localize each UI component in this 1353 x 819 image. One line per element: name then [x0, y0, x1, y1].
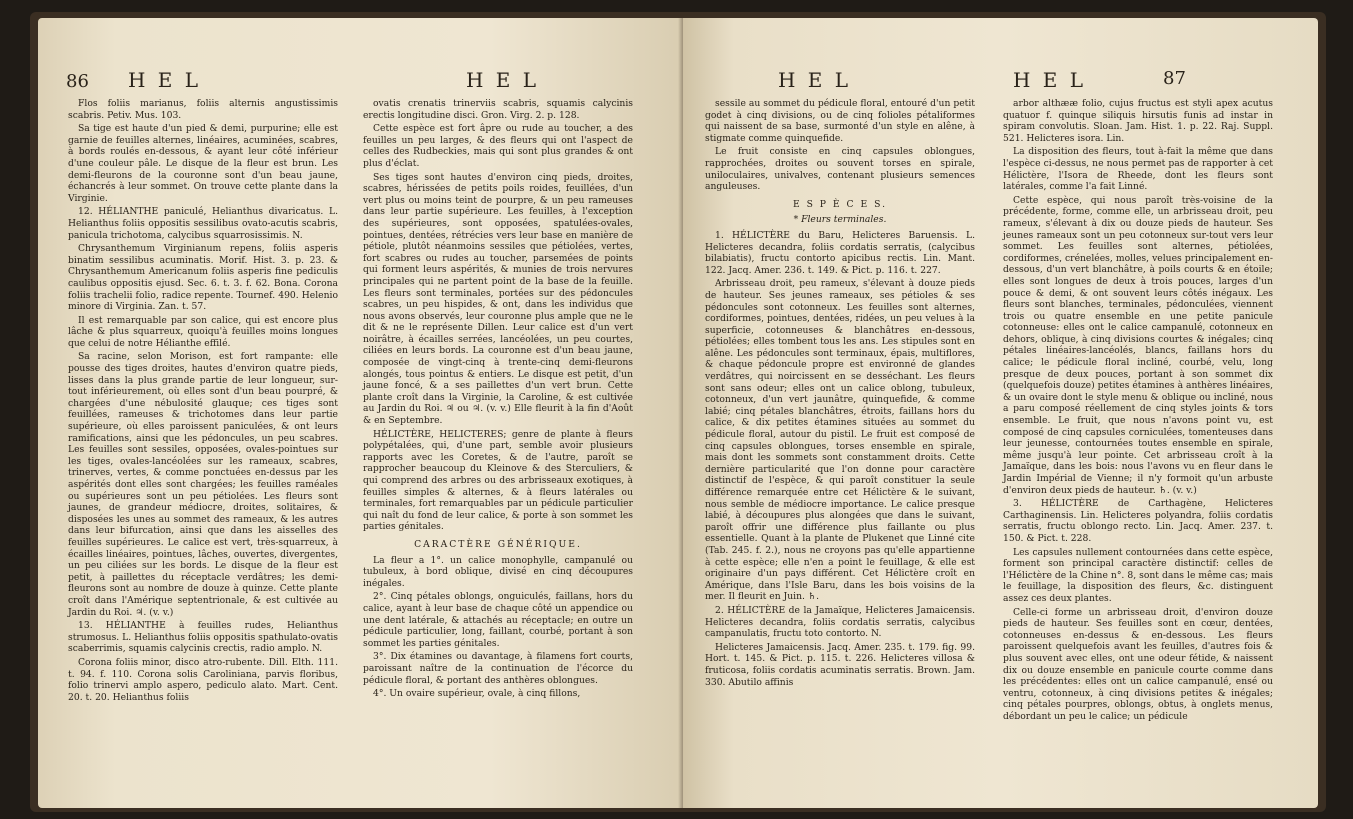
paragraph: sessile au sommet du pédicule floral, entouré d'un petit godet à cinq divisions, ou de cinq folioles pétaliformes qui naissent de sa base, surmonté d'un style en alêne, à stigmate comme quinquefide. [705, 98, 975, 144]
paragraph: Les capsules nullement contournées dans cette espèce, forment son principal caractère distinctif: celles de l'Hélictère de la Chine n°. 8, sont dans le même cas; mais le feuillage, la disposition des fleurs, &c. distinguent assez ces deux plantes. [1003, 546, 1273, 604]
right-column-1 [705, 98, 975, 690]
right-page [683, 18, 1318, 808]
paragraph: Le fruit consiste en cinq capsules oblongues, rapprochées, droites ou souvent torses en spirale, uniloculaires, univalves, contenant plusieurs semences anguleuses. [705, 146, 975, 193]
paragraph: Sa racine, selon Morison, est fort rampante: elle pousse des tiges droites, hautes d'environ quatre pieds, lisses dans la plus grande partie de leur longueur, sur-tout inférieurement, où elles sont d'un beau pourpré, & chargées d'une nébulosité glauque; ces tiges sont feuillées, rameuses & trichotomes dans leur partie supérieure, où elles paroissent paniculées, & ont leurs ramifications, ainsi que les pédoncules, un peu scabres. Les feuilles sont sessiles, opposées, ovales-pointues sur les tiges, ovales-lancéolées sur les rameaux, scabres, trinerves, vertes, & comme ponctuées en-dessus par les aspérités dont elles sont chargées; les feuilles raméales ou supérieures sont un peu pétiolées. Les fleurs sont jaunes, de grandeur médiocre, droites, solitaires, & disposées les unes au sommet des rameaux, & les autres dans leur bifurcation, ainsi que dans les aisselles des feuilles supérieures. Le calice est vert, très-squarreux, à écailles linéaires, pointues, lâches, ouvertes, divergentes, un peu ciliées sur les bords. Le disque de la fleur est petit, à paillettes du réceptacle verdâtres; les demi-fleurons sont au nombre de douze à quinze. Cette plante croît dans l'Amérique septentrionale, & est cultivée au Jardin du Roi. ♃. (v. v.) [68, 351, 338, 618]
paragraph: Flos foliis marianus, foliis alternis angustissimis scabris. Petiv. Mus. 103. [68, 98, 338, 121]
paragraph: Cette espèce est fort âpre ou rude au toucher, a des feuilles un peu larges, & des fleurs qui ont l'aspect de celles des Rudbeckies, mais qui sont plus grandes & ont plus d'éclat. [363, 123, 633, 169]
right-column-2 [1003, 98, 1273, 724]
paragraph: HÉLICTÈRE, HELICTERES; genre de plante à fleurs polypétalées, qui, d'une part, semble avoir plusieurs rapports avec les Coretes, & de l'autre, paroît se rapprocher beaucoup du Kleinove & des Sterculiers, & qui comprend des arbres ou des arbrisseaux exotiques, à feuilles simples & alternes, & à fleurs latérales ou terminales, fort remarquables par un pédicule particulier qui naît du fond de leur calice, & porte à son sommet les parties génitales. [363, 428, 633, 533]
left-running-head-2: H E L [466, 68, 540, 92]
paragraph: CARACTÈRE GÉNÉRIQUE. [414, 538, 582, 550]
left-header [66, 68, 666, 94]
left-column-1 [68, 98, 338, 705]
book [30, 12, 1326, 812]
paragraph: 2. HÉLICTÈRE de la Jamaïque, Helicteres Jamaicensis. Helicteres decandra, foliis cordatis serratis, calycibus campanulatis, fructu toto contorto. N. [705, 604, 975, 640]
paragraph: Il est remarquable par son calice, qui est encore plus lâche & plus squarreux, quoiqu'à feuilles moins longues que celui de notre Hélianthe effilé. [68, 314, 338, 349]
left-running-head-1: H E L [128, 68, 202, 92]
paragraph: 13. HÉLIANTHE à feuilles rudes, Helianthus strumosus. L. Helianthus foliis oppositis spathulato-ovatis scaberrimis, squamis calycinis crectis, radio amplo. N. [68, 620, 338, 655]
right-running-head-1: H E L [778, 68, 852, 92]
paragraph: La disposition des fleurs, tout à-fait la même que dans l'espèce ci-dessus, ne nous permet pas de rapporter à cet Hélictère, l'Isora de Rheede, dont les fleurs sont latérales, comme l'a fait Linné. [1003, 146, 1273, 193]
page-number-right: 87 [1163, 68, 1186, 89]
right-running-head-2: H E L [1013, 68, 1087, 92]
paragraph: Celle-ci forme un arbrisseau droit, d'environ douze pieds de hauteur. Ses feuilles sont en cœur, dentées, cotonneuses en-dessus & en-dessous. Les fleurs paroissent quelquefois avant les feuilles, d'autres fois & plus souvent avec elles, ont une odeur fétide, & naissent dix ou douze ensemble en panicule courte comme dans les précédentes: elles ont un calice campanulé, ensé ou ventru, cotonneux, à cinq divisions petites & inégales; cinq pétales pourpres, oblongs, obtus, à onglets menus, débordant un peu le calice; un pédicule [1003, 606, 1273, 722]
paragraph: Helicteres Jamaicensis. Jacq. Amer. 235. t. 179. fig. 99. Hort. t. 145. & Pict. p. 115. t. 226. Helicteres villosa & fruticosa, foliis cordatis acuminatis serratis. Brown. Jam. 330. Abutilo affinis [705, 641, 975, 688]
paragraph: 12. HÉLIANTHE paniculé, Helianthus divaricatus. L. Helianthus foliis oppositis sessilibus ovato-acutis scabris, panicula trichotoma, calycibus squarrosissimis. N. [68, 206, 338, 241]
left-column-2 [363, 98, 633, 702]
paragraph: Sa tige est haute d'un pied & demi, purpurine; elle est garnie de feuilles alternes, linéaires, acuminées, scabres, à bords roulés en-dessous, & ayant leur côté inférieur d'une couleur pâle. Le disque de la fleur est brun. Les demi-fleurons de la couronne sont d'un beau jaune, échancrés à leur sommet. On trouve cette plante dans la Virginie. [68, 123, 338, 204]
right-header [778, 68, 1298, 94]
paragraph: ovatis crenatis trinerviis scabris, squamis calycinis erectis longitudine disci. Gron. Virg. 2. p. 128. [363, 98, 633, 121]
paragraph: Cette espèce, qui nous paroît très-voisine de la précédente, forme, comme elle, un arbrisseau droit, peu rameux, s'élevant à dix ou douze pieds de hauteur. Ses jeunes rameaux sont un peu cotonneux sur-tout vers leur sommet. Les feuilles sont alternes, pétiolées, cordiformes, crénelées, molles, velues principalement en-dessous, d'un vert blanchâtre, à poils courts & en étoile; elles sont longues de deux à trois pouces, larges d'un pouce & demi, & ont souvent leurs côtés inégaux. Les fleurs sont blanches, terminales, pédonculées, viennent trois ou quatre ensemble en une petite panicule cotonneuse: elles ont le calice campanulé, cotonneux en dehors, oblique, à cinq divisions courtes & inégales; cinq pétales linéaires-lancéolés, blancs, faillans hors du calice; le pédicule floral incliné, courbé, velu, long presque de deux pouces, portant à son sommet dix (quelquefois douze) petites étamines à anthères linéaires, & un ovaire dont le style menu & oblique ou incliné, nous a paru composé réellement de cinq styles joints & tors ensemble. Le fruit, que nous n'avons point vu, est composé de cinq capsules corniculées, tomenteuses dans leur jeunesse, contournées toutes ensemble en spirale, même jusqu'à leur pointe. Cet arbrisseau croît à la Jamaïque, dans les bois: nous l'avons vu en fleur dans le Jardin Impérial de Vienne; il n'y formoit qu'un arbuste d'environ deux pieds de hauteur. ♄. (v. v.) [1003, 194, 1273, 496]
paragraph: Corona foliis minor, disco atro-rubente. Dill. Elth. 111. t. 94. f. 110. Corona solis Caroliniana, parvis floribus, folio trinervi amplo aspero, pediculo alato. Mart. Cent. 20. t. 20. Helianthus foliis [68, 656, 338, 703]
paragraph: Ses tiges sont hautes d'environ cinq pieds, droites, scabres, hérissées de petits poils roides, feuillées, d'un vert plus ou moins teint de pourpre, & un peu rameuses dans leur partie supérieure. Les feuilles, à l'exception des supérieures, sont opposées, spatulées-ovales, pointues, dentées, rétrécies vers leur base en manière de pétiole, plutôt néanmoins sessiles que pétiolées, vertes, fort scabres ou rudes au toucher, parsemées de points qui forment leurs aspérités, & munies de trois nervures principales qui ne partent point de la base de la feuille. Les fleurs sont terminales, portées sur des pédoncules scabres, un peu hispides, & ont, dans les individus que nous avons observés, leur couronne plus ample que ne le dit & ne le représente Dillen. Leur calice est d'un vert noirâtre, à écailles serrées, lancéolées, un peu courtes, ciliées en leurs bords. La couronne est d'un beau jaune, composée de vingt-cinq à trente-cinq demi-fleurons alongés, tous pointus & entiers. Le disque est petit, d'un jaune foncé, & a ses paillettes d'un vert brun. Cette plante croît dans la Virginie, la Caroline, & est cultivée au Jardin du Roi. ♃ ou ♃. (v. v.) Elle fleurit à la fin d'Août & en Septembre. [363, 171, 633, 427]
paragraph: 3°. Dix étamines ou davantage, à filamens fort courts, paroissant naître de la continuation de l'écorce du pédicule floral, & portant des anthères oblongues. [363, 651, 633, 686]
paragraph: arbor althææ folio, cujus fructus est styli apex acutus quatuor f. quinque siliquis hirsutis funis ad instar in spiram convolutis. Sloan. Jam. Hist. 1. p. 22. Raj. Suppl. 521. Helicteres isora. Lin. [1003, 98, 1273, 144]
page-number-left: 86 [66, 71, 89, 92]
paragraph: 3. HÉLICTÈRE de Carthagène, Helicteres Carthaginensis. Lin. Helicteres polyandra, foliis cordatis serratis, fructu oblongo recto. Lin. Jacq. Amer. 237. t. 150. & Pict. t. 228. [1003, 498, 1273, 544]
paragraph: 4°. Un ovaire supérieur, ovale, à cinq fillons, [373, 688, 581, 700]
paragraph: La fleur a 1°. un calice monophylle, campanulé ou tubuleux, à bord oblique, divisé en cinq découpures inégales. [363, 554, 633, 589]
left-page [38, 18, 683, 808]
paragraph: 1. HÉLICTÈRE du Baru, Helicteres Baruensis. L. Helicteres decandra, foliis cordatis serratis, (calycibus bilabiatis), fructu contorto apicibus rectis. Lin. Mant. 122. Jacq. Amer. 236. t. 149. & Pict. p. 116. t. 227. [705, 229, 975, 276]
paragraph: * Fleurs terminales. [793, 214, 887, 226]
paragraph: Arbrisseau droit, peu rameux, s'élevant à douze pieds de hauteur. Ses jeunes rameaux, ses pétioles & ses pédoncules sont cotonneux. Les feuilles sont alternes, cordiformes, pointues, dentées, ridées, un peu velues à la superficie, cotonneuses & blanchâtres en-dessous, pétiolées; elles tombent tous les ans. Les stipules sont en alêne. Les pédoncules sont terminaux, épais, multiflores, & chaque pédoncule propre est environné de glandes verdâtres, qui noircissent en se desséchant. Les fleurs sont sans odeur; elles ont un calice oblong, tubuleux, cotonneux, d'un vert jaunâtre, quinquefide, & comme labié; cinq pétales blanchâtres, étroits, faillans hors du calice, & dix petites étamines situées au sommet du pédicule floral, autour du pistil. Le fruit est composé de cinq capsules oblongues, torses ensemble en spirale, mais dont les sommets sont constamment droits. Cette dernière particularité que l'on donne pour caractère distinctif de l'espèce, & qui paroît constituer la seule différence remarquée entre cet Hélictère & le suivant, nous semble de médiocre importance. Le calice presque labié, à découpures plus alongées que dans le suivant, paroît offrir une différence plus faillante ou plus essentielle. Quant à la plante de Plukenet que Linné cite (Tab. 245. f. 2.), nous ne croyons pas qu'elle appartienne à cette espèce; elle n'en a point le feuillage, & elle est originaire d'un pays différent. Cet Hélictère croît en Amérique, dans l'Isle Baru, dans les bois voisins de la mer. Il fleurit en Juin. ♄. [705, 278, 975, 603]
paragraph: E S P È C E S. [792, 198, 888, 210]
paragraph: Chrysanthemum Virginianum repens, foliis asperis binatim sessilibus acuminatis. Morif. Hist. 3. p. 23. & Chrysanthemum Americanum foliis asperis fine pediculis caulibus oppositis ejusd. Sec. 6. t. 3. f. 62. Bona. Corona foliis trachelii folio, radice repente. Tournef. 490. Helenio minore di Virginia. Zan. t. 57. [68, 243, 338, 313]
paragraph: 2°. Cinq pétales oblongs, onguiculés, faillans, hors du calice, ayant à leur base de chaque côté un appendice ou une dent latérale, & attachés au réceptacle; en outre un pédicule particulier, long, faillant, courbé, portant à son sommet les parties génitales. [363, 591, 633, 649]
